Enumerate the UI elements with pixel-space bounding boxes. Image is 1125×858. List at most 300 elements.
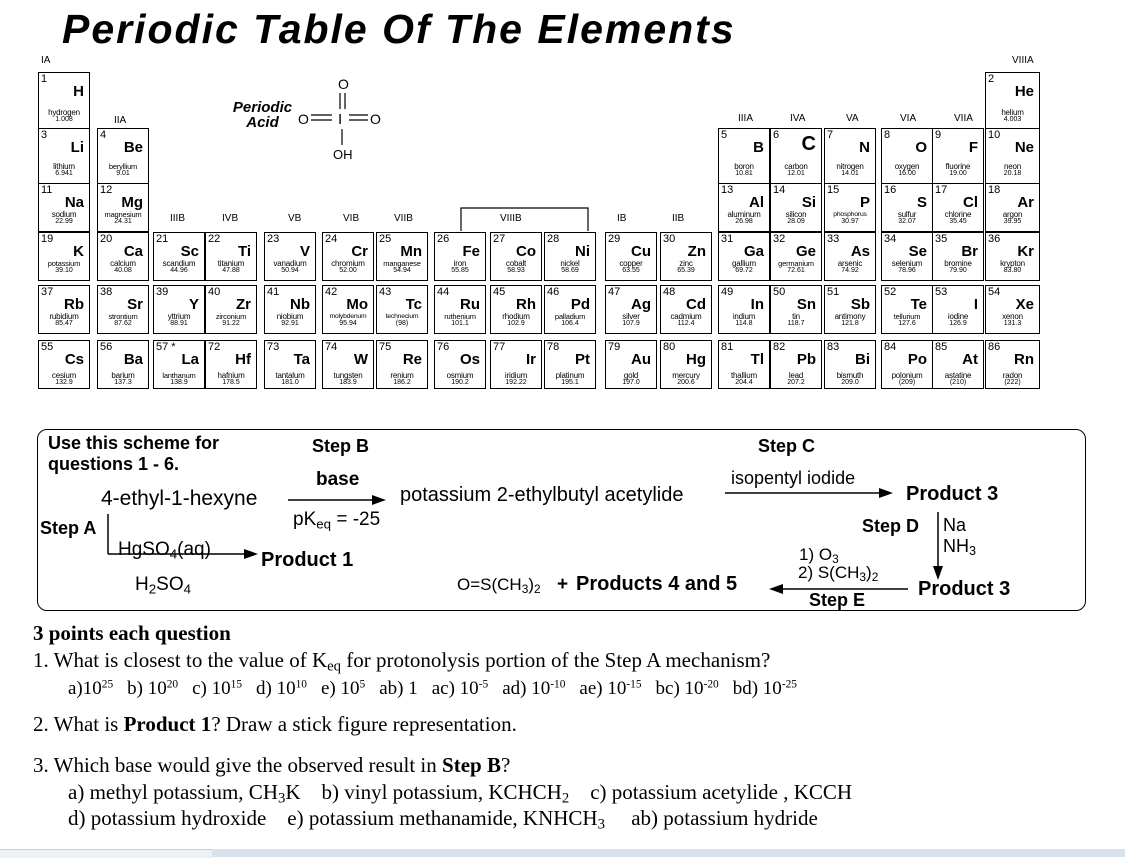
- periodic-acid-o-top: O: [338, 76, 349, 92]
- element-symbol: Se: [908, 243, 927, 260]
- element-symbol: Ga: [743, 243, 764, 260]
- atomic-weight: 126.9: [949, 320, 967, 327]
- element-name: ruthenium: [444, 312, 476, 321]
- element-name: molybdenum: [329, 313, 367, 320]
- element-name: chromium: [331, 259, 365, 268]
- q1-answer-base: ae) 10: [579, 678, 627, 699]
- periodic-acid-label: [225, 100, 300, 130]
- element-y: [153, 285, 205, 334]
- atomic-weight: 204.4: [735, 379, 753, 386]
- q1-answer-exponent: -25: [781, 678, 797, 691]
- element-symbol: Li: [70, 139, 84, 156]
- atomic-weight: 10.81: [735, 170, 753, 177]
- atomic-number: 16: [884, 184, 897, 196]
- atomic-number: 52: [884, 286, 897, 298]
- element-name: nickel: [560, 259, 580, 268]
- atomic-number: 27: [493, 233, 506, 245]
- element-symbol: Na: [64, 194, 84, 211]
- atomic-weight: 32.07: [898, 218, 916, 225]
- element-symbol: Bi: [855, 351, 870, 368]
- element-name: yttrium: [167, 312, 191, 321]
- atomic-number: 26: [437, 233, 450, 245]
- atomic-weight: 118.7: [787, 320, 805, 327]
- atomic-weight: 131.3: [1003, 320, 1022, 327]
- element-name: aluminum: [727, 210, 761, 219]
- element-mg: [97, 183, 149, 232]
- element-cd: [660, 285, 712, 334]
- atomic-number: 11: [41, 184, 53, 196]
- element-name: selenium: [891, 259, 923, 268]
- element-li: [38, 128, 90, 184]
- atomic-number: 34: [884, 233, 897, 245]
- q1-answer-exponent: 25: [101, 678, 114, 691]
- element-name: tin: [792, 312, 800, 321]
- step-b-arrow: [288, 493, 388, 507]
- element-ba: [97, 340, 149, 389]
- group-label-va: VA: [846, 113, 859, 124]
- element-symbol: Pd: [570, 296, 590, 313]
- hgso4-tail: (aq): [177, 539, 211, 560]
- q1-answer-exponent: 15: [230, 678, 243, 691]
- q1-answer-base: b) 10: [127, 678, 167, 699]
- element-symbol: Br: [961, 243, 978, 260]
- atomic-number: 25: [379, 233, 392, 245]
- element-symbol: Ar: [1017, 194, 1034, 211]
- q1-answer-option: [379, 678, 418, 699]
- atomic-weight: 207.2: [787, 379, 805, 386]
- element-ga: [718, 232, 770, 281]
- element-symbol: H: [73, 83, 84, 100]
- atomic-weight: 138.9: [170, 379, 188, 386]
- element-name: helium: [1001, 108, 1024, 117]
- element-symbol: Mo: [346, 296, 368, 313]
- q3-bold: Step B: [442, 753, 501, 777]
- element-name: lithium: [53, 162, 75, 171]
- element-name: calcium: [110, 259, 136, 268]
- pkeq-sub: eq: [316, 516, 332, 532]
- atomic-weight: 24.31: [114, 218, 132, 225]
- atomic-number: 55: [41, 341, 54, 353]
- dms-label: [798, 563, 879, 584]
- group-label-ivb: IVB: [222, 213, 239, 224]
- atomic-weight: 102.9: [507, 320, 525, 327]
- element-name: chlorine: [944, 210, 972, 219]
- atomic-weight: 19.00: [949, 170, 967, 177]
- element-zr: [205, 285, 257, 334]
- element-name: sulfur: [897, 210, 917, 219]
- element-n: [824, 128, 876, 184]
- element-name: iodine: [947, 312, 969, 321]
- atomic-number: 24: [325, 233, 338, 245]
- element-name: boron: [734, 162, 754, 171]
- step-b-label: Step B: [312, 436, 370, 456]
- element-symbol: Nb: [290, 296, 310, 313]
- element-pt: [544, 340, 596, 389]
- q3-line1-c: c) potassium acetylide , KCCH: [569, 780, 853, 804]
- step-c-arrow: [725, 486, 895, 500]
- element-symbol: S: [916, 194, 927, 211]
- atomic-number: 75: [379, 341, 392, 353]
- na-label: Na: [943, 515, 967, 535]
- atomic-number: 31: [721, 233, 734, 245]
- pkeq-value: = -25: [331, 509, 381, 530]
- element-si: [770, 183, 822, 232]
- atomic-number: 72: [208, 341, 221, 353]
- element-cu: [605, 232, 657, 281]
- atomic-weight: (209): [898, 379, 916, 386]
- q1-answer-option: [127, 678, 178, 699]
- q1-prefix: 1. What is closest to the value of K: [33, 648, 328, 672]
- atomic-number: 7: [827, 129, 834, 141]
- element-symbol: Co: [516, 243, 536, 260]
- element-symbol: Sc: [180, 243, 199, 260]
- question-3-line2: [68, 806, 818, 833]
- q2-bold: Product 1: [123, 712, 212, 736]
- atomic-weight: 132.9: [55, 379, 73, 386]
- atomic-weight: 54.94: [393, 267, 411, 274]
- element-symbol: Ne: [1014, 139, 1034, 156]
- step-d-label: Step D: [862, 516, 920, 536]
- atomic-number: 20: [100, 233, 113, 245]
- atomic-weight: 20.18: [1003, 170, 1022, 177]
- q3-line1-sub: 3: [277, 790, 286, 807]
- periodic-acid-structure: [296, 74, 406, 162]
- atomic-weight: 58.93: [507, 267, 525, 274]
- atomic-number: 23: [267, 233, 280, 245]
- atomic-weight: 65.39: [677, 267, 695, 274]
- element-symbol: Sn: [796, 296, 816, 313]
- q1-answer-exponent: -10: [550, 678, 566, 691]
- atomic-number: 42: [325, 286, 338, 298]
- group-label-ib: IB: [617, 213, 627, 224]
- element-symbol: Re: [402, 351, 422, 368]
- dms-sub2: 2: [871, 569, 879, 584]
- atomic-number: 30: [663, 233, 676, 245]
- product1-label: Product 1: [261, 549, 354, 571]
- element-symbol: Rh: [516, 296, 536, 313]
- element-nb: [264, 285, 316, 334]
- element-symbol: Cr: [351, 243, 368, 260]
- element-hf: [205, 340, 257, 389]
- atomic-weight: 186.2: [393, 379, 411, 386]
- atomic-weight: 44.96: [170, 267, 188, 274]
- dmso-paren: ): [528, 575, 535, 594]
- atomic-number: 10: [988, 129, 1001, 141]
- element-ru: [434, 285, 486, 334]
- element-name: tellurium: [893, 312, 921, 321]
- atomic-number: 15: [827, 184, 840, 196]
- element-sb: [824, 285, 876, 334]
- element-symbol: Rb: [64, 296, 84, 313]
- hgso4-sub: 4: [169, 546, 178, 562]
- atomic-number: 6: [773, 129, 780, 141]
- element-symbol: F: [968, 139, 978, 156]
- element-symbol: Ag: [631, 296, 651, 313]
- atomic-number: 5: [721, 129, 728, 141]
- group-label-viia: VIIA: [954, 113, 973, 124]
- element-name: radon: [1002, 371, 1023, 380]
- atomic-number: 29: [608, 233, 621, 245]
- element-symbol: Hf: [235, 351, 251, 368]
- element-rn: [985, 340, 1040, 389]
- pkeq-label: [293, 509, 381, 532]
- element-name: titanium: [217, 259, 245, 268]
- atomic-number: 78: [547, 341, 560, 353]
- atomic-number: 81: [721, 341, 734, 353]
- atomic-number: 14: [773, 184, 786, 196]
- element-symbol: Pt: [575, 351, 590, 368]
- element-cs: [38, 340, 90, 389]
- q3-line1-b: K b) vinyl potassium, KCHCH: [285, 780, 562, 804]
- and5-text: and 5: [679, 573, 738, 595]
- element-symbol: Ir: [525, 351, 536, 368]
- nh3-label: [943, 536, 977, 559]
- q1-answer-option: [192, 678, 242, 699]
- element-name: lead: [788, 371, 804, 380]
- element-name: astatine: [944, 371, 972, 380]
- element-name: barium: [111, 371, 135, 380]
- atomic-weight: 4.003: [1003, 116, 1022, 123]
- atomic-weight: 91.22: [222, 320, 240, 327]
- group-label-viib: VIIB: [394, 213, 413, 224]
- group-label-iiia: IIIA: [738, 113, 754, 124]
- element-name: beryllium: [108, 162, 138, 171]
- atomic-number: 37: [41, 286, 54, 298]
- element-tc: [376, 285, 428, 334]
- atomic-weight: (210): [949, 379, 967, 386]
- element-symbol: Zn: [687, 243, 706, 260]
- element-name: indium: [732, 312, 756, 321]
- element-name: zirconium: [215, 312, 247, 321]
- element-name: iron: [453, 259, 467, 268]
- product3-top: Product 3: [906, 483, 999, 505]
- atomic-weight: 95.94: [339, 320, 357, 327]
- atomic-weight: 74.92: [841, 267, 859, 274]
- atomic-weight: 101.1: [451, 320, 469, 327]
- q1-answer-base: ab) 1: [379, 678, 418, 699]
- dmso-label: [457, 575, 541, 596]
- hgso4-text: HgSO: [118, 539, 170, 560]
- q1-answer-option: [502, 678, 565, 699]
- element-symbol: N: [859, 139, 870, 156]
- question-1-answers: [68, 679, 797, 698]
- atomic-weight: 178.5: [222, 379, 240, 386]
- atomic-weight: 9.01: [116, 170, 130, 177]
- element-symbol: Si: [801, 194, 816, 211]
- atomic-weight: 107.9: [622, 320, 640, 327]
- atomic-weight: 127.6: [898, 320, 916, 327]
- atomic-weight: 22.99: [55, 218, 73, 225]
- element-symbol: Sb: [850, 296, 870, 313]
- atomic-number: 85: [935, 341, 948, 353]
- atomic-number: 73: [267, 341, 280, 353]
- viiib-bracket: [460, 206, 590, 232]
- element-name: bromine: [944, 259, 972, 268]
- element-cl: [932, 183, 984, 232]
- element-name: oxygen: [894, 162, 920, 171]
- q1-answer-base: d) 10: [256, 678, 296, 699]
- dms-text: 2) S(CH: [798, 563, 860, 582]
- atomic-number: 39: [156, 286, 169, 298]
- atomic-number: 50: [773, 286, 786, 298]
- element-name: hydrogen: [48, 108, 80, 117]
- group-label-vib: VIB: [343, 213, 360, 224]
- element-symbol: Sr: [127, 296, 143, 313]
- element-sr: [97, 285, 149, 334]
- element-w: [322, 340, 374, 389]
- atomic-number: 1: [41, 73, 48, 85]
- q3-line2-b: ab) potassium hydride: [604, 806, 818, 830]
- element-br: [932, 232, 984, 281]
- atomic-number: 80: [663, 341, 676, 353]
- atomic-weight: 209.0: [841, 379, 859, 386]
- element-symbol: Ca: [123, 243, 143, 260]
- element-name: tantalum: [275, 371, 305, 380]
- element-symbol: B: [753, 139, 764, 156]
- start-material: 4-ethyl-1-hexyne: [101, 487, 258, 510]
- q1-sub: eq: [327, 658, 342, 675]
- h2so4-sub2: 4: [183, 581, 191, 597]
- element-fe: [434, 232, 486, 281]
- element-name: carbon: [784, 162, 808, 171]
- group-label-ia: IA: [41, 55, 51, 66]
- element-ar: [985, 183, 1040, 232]
- question-3: [33, 755, 510, 776]
- page-title: Periodic Table Of The Elements: [62, 6, 736, 52]
- element-name: gold: [623, 371, 639, 380]
- q1-answer-exponent: -15: [626, 678, 642, 691]
- atomic-number: 47: [608, 286, 621, 298]
- element-os: [434, 340, 486, 389]
- element-symbol: I: [973, 296, 978, 313]
- q1-answer-option: [656, 678, 719, 699]
- atomic-weight: 52.00: [339, 267, 357, 274]
- element-name: palladium: [554, 312, 586, 321]
- atomic-weight: 50.94: [281, 267, 299, 274]
- element-rb: [38, 285, 90, 334]
- atomic-number: 22: [208, 233, 221, 245]
- dmso-sub2: 2: [534, 581, 541, 596]
- group-label-iva: IVA: [790, 113, 806, 124]
- element-ne: [985, 128, 1040, 184]
- element-symbol: V: [299, 243, 310, 260]
- h2so4-label: [135, 574, 191, 597]
- periodic-acid-iodine: I: [338, 111, 343, 128]
- h2so4-so: SO: [156, 574, 184, 595]
- atomic-number: 32: [773, 233, 786, 245]
- periodic-acid-o-right: O: [370, 111, 381, 127]
- dmso-text: O=S(CH: [457, 575, 522, 594]
- element-symbol: Tc: [405, 296, 422, 313]
- element-symbol: Ru: [460, 296, 480, 313]
- atomic-number: 38: [100, 286, 113, 298]
- q1-answer-base: c) 10: [192, 678, 231, 699]
- atomic-weight: 35.45: [949, 218, 967, 225]
- atomic-weight: 58.69: [561, 267, 579, 274]
- element-symbol: Te: [910, 296, 927, 313]
- atomic-number: 12: [100, 184, 113, 196]
- atomic-weight: 114.8: [735, 320, 753, 327]
- element-symbol: Al: [749, 194, 764, 211]
- bottom-bar-right: [212, 849, 1125, 857]
- element-symbol: P: [859, 194, 870, 211]
- element-symbol: Mg: [121, 194, 143, 211]
- atomic-weight: 16.00: [898, 170, 916, 177]
- element-name: neon: [1004, 162, 1021, 171]
- element-he: [985, 72, 1040, 130]
- element-name: gallium: [732, 259, 756, 268]
- element-k: [38, 232, 90, 281]
- atomic-weight: 40.08: [114, 267, 132, 274]
- atomic-number: 74: [325, 341, 338, 353]
- element-symbol: He: [1014, 83, 1034, 100]
- q1-answer-base: bd) 10: [732, 678, 782, 699]
- scheme-header-line1: Use this scheme for: [48, 433, 220, 453]
- element-name: manganese: [383, 259, 421, 268]
- atomic-weight: 112.4: [677, 320, 695, 327]
- element-re: [376, 340, 428, 389]
- base-label: base: [316, 469, 360, 490]
- element-pb: [770, 340, 822, 389]
- element-name: arsenic: [837, 259, 863, 268]
- element-name: zinc: [679, 259, 693, 268]
- atomic-weight: 78.96: [898, 267, 916, 274]
- element-p: [824, 183, 876, 232]
- atomic-weight: 92.91: [281, 320, 299, 327]
- atomic-weight: 88.91: [170, 320, 188, 327]
- element-symbol: Pb: [796, 351, 816, 368]
- element-symbol: Hg: [686, 351, 706, 368]
- q1-answer-base: e) 10: [321, 678, 360, 699]
- isopentyl-iodide-label: isopentyl iodide: [731, 468, 856, 488]
- element-symbol: Xe: [1015, 296, 1034, 313]
- element-name: antimony: [834, 312, 866, 321]
- atomic-weight: 1.008: [55, 116, 73, 123]
- atomic-number: 13: [721, 184, 734, 196]
- plus-sign: +: [557, 574, 569, 595]
- atomic-number: 82: [773, 341, 786, 353]
- element-ni: [544, 232, 596, 281]
- atomic-weight: 121.8: [841, 320, 859, 327]
- atomic-weight: 183.9: [339, 379, 357, 386]
- element-po: [881, 340, 933, 389]
- atomic-number: 46: [547, 286, 560, 298]
- element-symbol: At: [962, 351, 978, 368]
- element-symbol: Ti: [237, 243, 251, 260]
- element-tl: [718, 340, 770, 389]
- atomic-weight: 192.22: [505, 379, 527, 386]
- atomic-weight: 85.47: [55, 320, 73, 327]
- atomic-number: 18: [988, 184, 1001, 196]
- element-name: rhodium: [502, 312, 530, 321]
- element-name: sodium: [51, 210, 77, 219]
- atomic-weight: 79.90: [949, 267, 967, 274]
- atomic-number: 53: [935, 286, 948, 298]
- atomic-number: 35: [935, 233, 948, 245]
- element-bi: [824, 340, 876, 389]
- element-symbol: Cl: [963, 194, 978, 211]
- atomic-weight: 39.95: [1003, 218, 1022, 225]
- atomic-number: 54: [988, 286, 1001, 298]
- group-label-vb: VB: [288, 213, 302, 224]
- element-o: [881, 128, 933, 184]
- element-name: rubidium: [49, 312, 79, 321]
- element-symbol: Ta: [293, 351, 310, 368]
- atomic-weight: 195.1: [561, 379, 579, 386]
- atomic-number: 33: [827, 233, 840, 245]
- atomic-weight: 14.01: [841, 170, 859, 177]
- element-al: [718, 183, 770, 232]
